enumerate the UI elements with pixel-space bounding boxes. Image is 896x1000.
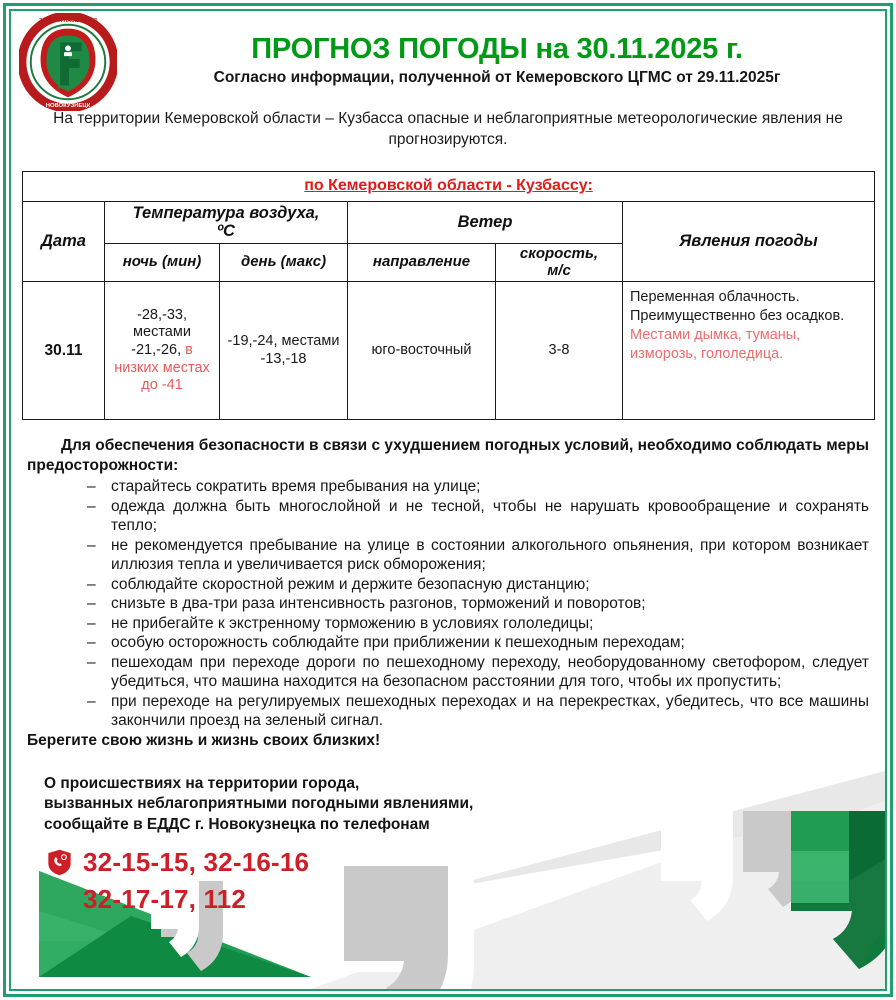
region-header: по Кемеровской области - Кузбассу: [23, 171, 875, 201]
svg-text:ЗАЩИТА НАСЕЛЕНИЯ: ЗАЩИТА НАСЕЛЕНИЯ [39, 17, 97, 24]
list-item [27, 692, 869, 731]
phone-row-primary [47, 847, 885, 878]
list-item-text: не рекомендуется пребывание на улице в состоянии алкогольного опьянения, при котором возникает иллюзия тепла и увеличивается риск обморожения; [111, 536, 869, 574]
header-phenomena: Явления погоды [623, 201, 875, 282]
page-subtitle: Согласно информации, полученной от Кемеровского ЦГМС от 29.11.2025г [213, 69, 781, 86]
phone-numbers-line-2[interactable]: 32-17-17, 112 [83, 884, 247, 915]
phone-numbers-line-1[interactable]: 32-15-15, 32-16-16 [83, 847, 310, 878]
header-day: день (макс) [220, 243, 348, 282]
list-item [27, 477, 869, 497]
table-region-header-row [23, 171, 875, 201]
header [11, 11, 885, 110]
contact-block [44, 774, 885, 835]
cell-phenomena [623, 282, 875, 420]
header-direction: направление [348, 243, 496, 282]
advisory-section [27, 436, 869, 749]
cell-phenomena-red: Местами дымка, туманы, изморозь, гололедица. [630, 327, 801, 362]
contact-line-1: О происшествиях на территории города, [44, 774, 360, 792]
header-night: ночь (мин) [105, 243, 220, 282]
phone-row-secondary [47, 884, 885, 915]
list-item-text: снизьте в два-три раза интенсивность разгонов, торможений и поворотов; [111, 595, 646, 613]
list-item [27, 653, 869, 692]
list-dash: – [87, 595, 96, 613]
list-item-text: не прибегайте к экстренному торможению в условиях гололедицы; [111, 614, 594, 632]
list-item-text: одежда должна быть многослойной и не тесной, чтобы не нарушать кровообращение и сохранять тепло; [111, 497, 869, 535]
list-dash: – [87, 536, 96, 554]
svg-text:НОВОКУЗНЕЦК: НОВОКУЗНЕЦК [45, 103, 91, 110]
table-row [23, 282, 875, 420]
list-dash: – [87, 614, 96, 632]
list-item [27, 575, 869, 595]
contact-line-2: вызванных неблагоприятными погодными явлениями, [44, 795, 474, 813]
cell-night-temp [105, 282, 220, 420]
cell-day-temp: -19,-24, местами -13,-18 [220, 282, 348, 420]
cell-phenomena-black: Переменная облачность. Преимущественно без осадков. [630, 289, 845, 325]
header-speed-line1: скорость, [519, 244, 599, 262]
header-speed [496, 243, 623, 282]
list-item-text: при переходе на регулируемых пешеходных переходах и на перекрестках, убедитесь, что все машины закончили проезд на зеленый сигнал. [111, 692, 869, 730]
forecast-table [22, 171, 875, 421]
list-item-text: старайтесь сократить время пребывания на улице; [111, 478, 481, 496]
list-dash: – [87, 692, 96, 710]
list-dash: – [87, 634, 96, 652]
header-wind: Ветер [348, 201, 623, 243]
advisory-closing: Берегите свою жизнь и жизнь своих близких! [27, 731, 381, 749]
list-dash: – [87, 575, 96, 593]
poster-content [11, 11, 885, 989]
header-temperature-line1: Температура воздуха, [132, 203, 320, 222]
list-item [27, 594, 869, 614]
cell-night-red: в низких местах до -41 [114, 342, 210, 394]
cell-date: 30.11 [23, 282, 105, 420]
list-dash: – [87, 653, 96, 671]
phone-shield-icon [47, 849, 72, 876]
list-dash: – [87, 478, 96, 496]
header-temperature-line2: ºС [217, 222, 235, 241]
list-item-text: соблюдайте скоростной режим и держите безопасную дистанцию; [111, 575, 590, 593]
contact-line-3: сообщайте в ЕДДС г. Новокузнецка по телефонам [44, 815, 430, 833]
header-speed-line2: м/с [547, 261, 571, 279]
forecast-table-wrapper [22, 171, 874, 421]
table-header-row-1 [23, 201, 875, 243]
intro-paragraph: На территории Кемеровской области – Кузбасса опасные и неблагоприятные метеорологические явления не прогнозируются. [53, 110, 843, 148]
header-temperature [105, 201, 348, 243]
list-item [27, 614, 869, 634]
list-item [27, 633, 869, 653]
advisory-list [27, 477, 869, 731]
phone-numbers-block [47, 847, 885, 915]
header-date: Дата [23, 201, 105, 282]
emblem-logo-icon [19, 13, 117, 111]
cell-wind-direction: юго-восточный [348, 282, 496, 420]
list-item-text: пешеходам при переходе дороги по пешеходному переходу, необорудованному светофором, следует убедиться, что машина находится на безопасном расстоянии для того, чтобы их пропустить; [111, 653, 869, 691]
cell-wind-speed: 3-8 [496, 282, 623, 420]
cell-night-black: -28,-33, местами -21,-26, [131, 306, 191, 359]
list-item-text: особую осторожность соблюдайте при приближении к пешеходным переходам; [111, 634, 685, 652]
list-item [27, 497, 869, 536]
page-title: ПРОГНОЗ ПОГОДЫ на 30.11.2025 г. [251, 33, 743, 65]
list-item [27, 536, 869, 575]
advisory-lead: Для обеспечения безопасности в связи с ухудшением погодных условий, необходимо соблюдать меры предосторожности: [27, 437, 869, 475]
list-dash: – [87, 497, 96, 515]
